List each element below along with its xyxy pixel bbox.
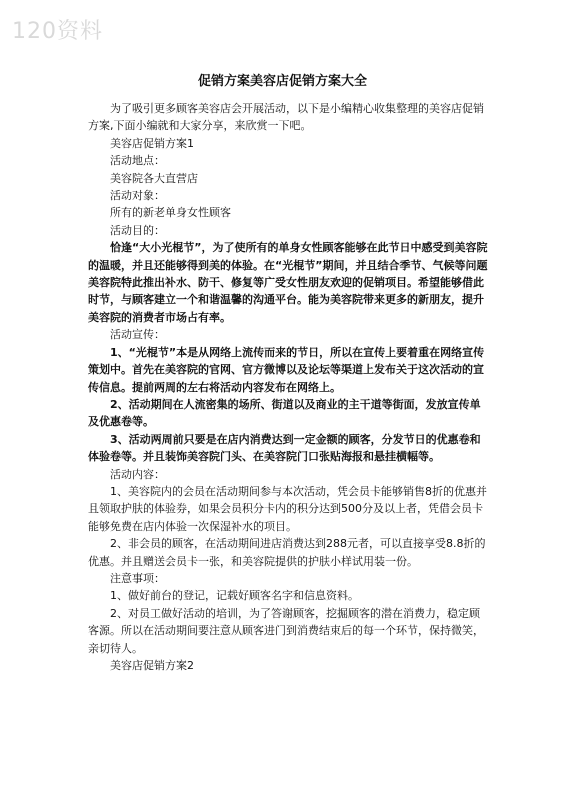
notes-item-2: 2、对员工做好活动的培训，为了答谢顾客，挖掘顾客的潜在消费力，稳定顾客源。所以在活动期间要注意从顾客进门到消费结束后的每一个环节，保持微笑，亲切待人。 (88, 606, 484, 655)
value-target: 所有的新老单身女性顾客 (110, 206, 231, 220)
value-location: 美容院各大直营店 (110, 171, 198, 185)
section-heading-plan-2: 美容店促销方案2 (110, 659, 194, 672)
promotion-item-1: 1、“光棍节”本是从网络上流传而来的节日，所以在宣传上要着重在网络宣传策划中。首先在美容院的官网、官方微博以及论坛等渠道上发布关于这次活动的宣传信息。提前两周的左右将活动内容发布在网络上。 (88, 345, 485, 394)
label-location: 活动地点： (110, 154, 165, 168)
purpose-paragraph: 恰逢“大小光棍节”，为了使所有的单身女性顾客能够在此节日中感受到美容院的温暖，并且还能够得到美的体验。在“光棍节”期间，并且结合季节、气候等问题美容院特此推出补水、防干、修复等广受女性朋友欢迎的促销项目。希望能够借此时节，与顾客建立一个和谐温馨的沟通平台。能为美容院带来更多的新朋友，提升美容院的消费者市场占有率。 (88, 241, 488, 324)
content-item-2: 2、非会员的顾客，在活动期间进店消费达到288元者，可以直接享受8.8折的优惠。并且赠送会员卡一张，和美容院提供的护肤小样试用装一份。 (88, 537, 486, 568)
document-body (88, 100, 488, 674)
content-item-1: 1、美容院内的会员在活动期间参与本次活动，凭会员卡能够销售8折的优惠并且领取护肤的体验券，如果会员积分卡内的积分达到500分及以上者，凭借会员卡能够免费在店内体验一次保湿补水的项目。 (88, 484, 487, 533)
watermark: 120资料 (12, 19, 103, 44)
label-target: 活动对象： (110, 189, 165, 203)
document-title: 促销方案美容店促销方案大全 (197, 74, 367, 89)
promotion-item-2: 2、活动期间在人流密集的场所、街道以及商业的主干道等街面，发放宣传单及优惠卷等。 (88, 397, 481, 429)
notes-item-1: 1、做好前台的登记，记载好顾客名字和信息资料。 (110, 589, 359, 603)
label-content: 活动内容： (110, 467, 165, 481)
label-purpose: 活动目的： (110, 223, 165, 237)
section-heading-plan-1: 美容店促销方案1 (110, 136, 194, 150)
label-notes: 注意事项： (110, 571, 165, 585)
label-promotion: 活动宣传： (110, 328, 165, 342)
intro-paragraph: 为了吸引更多顾客美容店会开展活动，以下是小编精心收集整理的美容店促销方案,下面小编就和大家分享，来欣赏一下吧。 (88, 102, 484, 133)
promotion-item-3: 3、活动两周前只要是在店内消费达到一定金额的顾客，分发节日的优惠卷和体验卷等。并且装饰美容院门头、在美容院门口张贴海报和悬挂横幅等。 (88, 432, 481, 464)
